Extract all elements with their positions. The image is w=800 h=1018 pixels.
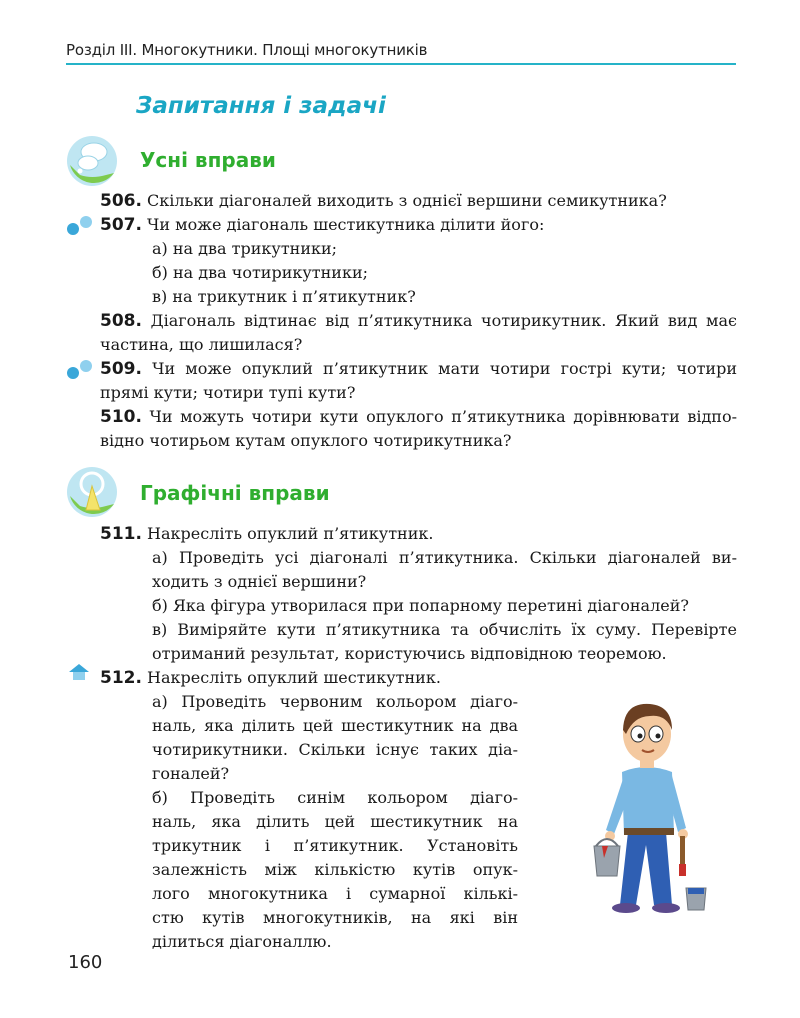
problem-509-line1 xyxy=(100,357,737,381)
speech-bubbles-icon xyxy=(66,135,118,187)
problem-508-line1 xyxy=(100,309,737,333)
problem-512-b-line2: наль, яка ділить цей шестикутник на xyxy=(152,812,518,831)
section-title: Запитання і задачі xyxy=(136,93,386,119)
difficulty-dots-icon xyxy=(66,214,94,236)
problem-511 xyxy=(100,522,433,546)
problem-507-b: б) на два чотирикутники; xyxy=(152,263,369,282)
problem-506 xyxy=(100,189,667,213)
problem-text: Чи може діагональ шестикутника ділити його: xyxy=(147,215,545,234)
problem-512 xyxy=(100,666,441,690)
problem-508-line2: частина, що лишилася? xyxy=(100,335,303,354)
problem-512-a-line4: гоналей? xyxy=(152,764,230,783)
boy-painter-illustration xyxy=(580,700,720,920)
problem-510-line2: відно чотирьом кутам опуклого чотирикутника? xyxy=(100,431,512,450)
problem-text: Скільки діагоналей виходить з однієї вершини семикутника? xyxy=(147,191,667,210)
problem-512-a-line1: а) Проведіть червоним кольором діаго- xyxy=(152,692,518,711)
problem-507 xyxy=(100,213,544,237)
problem-text: Діагональ відтинає від п’ятикутника чотирикутник. Який вид має xyxy=(150,311,737,330)
problem-number: 510. xyxy=(100,407,142,427)
problem-507-c: в) на трикутник і п’ятикутник? xyxy=(152,287,416,306)
problem-512-b-line7: ділиться діагоналлю. xyxy=(152,932,332,951)
problem-text: Накресліть опуклий п’ятикутник. xyxy=(147,524,434,543)
problem-number: 508. xyxy=(100,311,142,331)
problem-text: Чи може опуклий п’ятикутник мати чотири гострі кути; чотири xyxy=(152,359,737,378)
problem-511-c-line2: отриманий результат, користуючись відповідною теоремою. xyxy=(152,644,667,663)
drawing-tools-icon xyxy=(66,466,118,518)
problem-512-b-line1: б) Проведіть синім кольором діаго- xyxy=(152,788,518,807)
header-rule xyxy=(66,63,736,65)
problem-text: Чи можуть чотири кути опуклого п’ятикутника дорівнювати відпо- xyxy=(149,407,737,426)
difficulty-dots-icon xyxy=(66,358,94,380)
problem-number: 506. xyxy=(100,191,142,211)
running-head: Розділ III. Многокутники. Площі многокутників xyxy=(66,41,428,59)
problem-512-b-line4: залежність між кількістю кутів опук- xyxy=(152,860,518,879)
problem-511-a-line1: а) Проведіть усі діагоналі п’ятикутника. Скільки діагоналей ви- xyxy=(152,548,737,567)
problem-511-c-line1: в) Виміряйте кути п’ятикутника та обчисліть їх суму. Перевірте xyxy=(152,620,737,639)
problem-512-b-line3: трикутник і п’ятикутник. Установіть xyxy=(152,836,518,855)
problem-512-a-line2: наль, яка ділить цей шестикутник на два xyxy=(152,716,518,735)
problem-507-a: а) на два трикутники; xyxy=(152,239,338,258)
problem-number: 509. xyxy=(100,359,142,379)
problem-number: 507. xyxy=(100,215,142,235)
page-number: 160 xyxy=(68,952,103,973)
problem-512-a-line3: чотирикутники. Скільки існує таких діа- xyxy=(152,740,518,759)
graphic-exercises-heading: Графічні вправи xyxy=(140,481,330,505)
problem-511-a-line2: ходить з однієї вершини? xyxy=(152,572,367,591)
problem-509-line2: прямі кути; чотири тупі кути? xyxy=(100,383,356,402)
problem-512-b-line5: лого многокутника і сумарної кількі- xyxy=(152,884,518,903)
house-icon xyxy=(68,663,90,681)
oral-exercises-heading: Усні вправи xyxy=(140,148,276,172)
problem-number: 511. xyxy=(100,524,142,544)
problem-number: 512. xyxy=(100,668,142,688)
problem-text: Накресліть опуклий шестикутник. xyxy=(147,668,441,687)
problem-510-line1 xyxy=(100,405,737,429)
problem-511-b: б) Яка фігура утворилася при попарному перетині діагоналей? xyxy=(152,596,689,615)
problem-512-b-line6: стю кутів многокутників, на які він xyxy=(152,908,518,927)
